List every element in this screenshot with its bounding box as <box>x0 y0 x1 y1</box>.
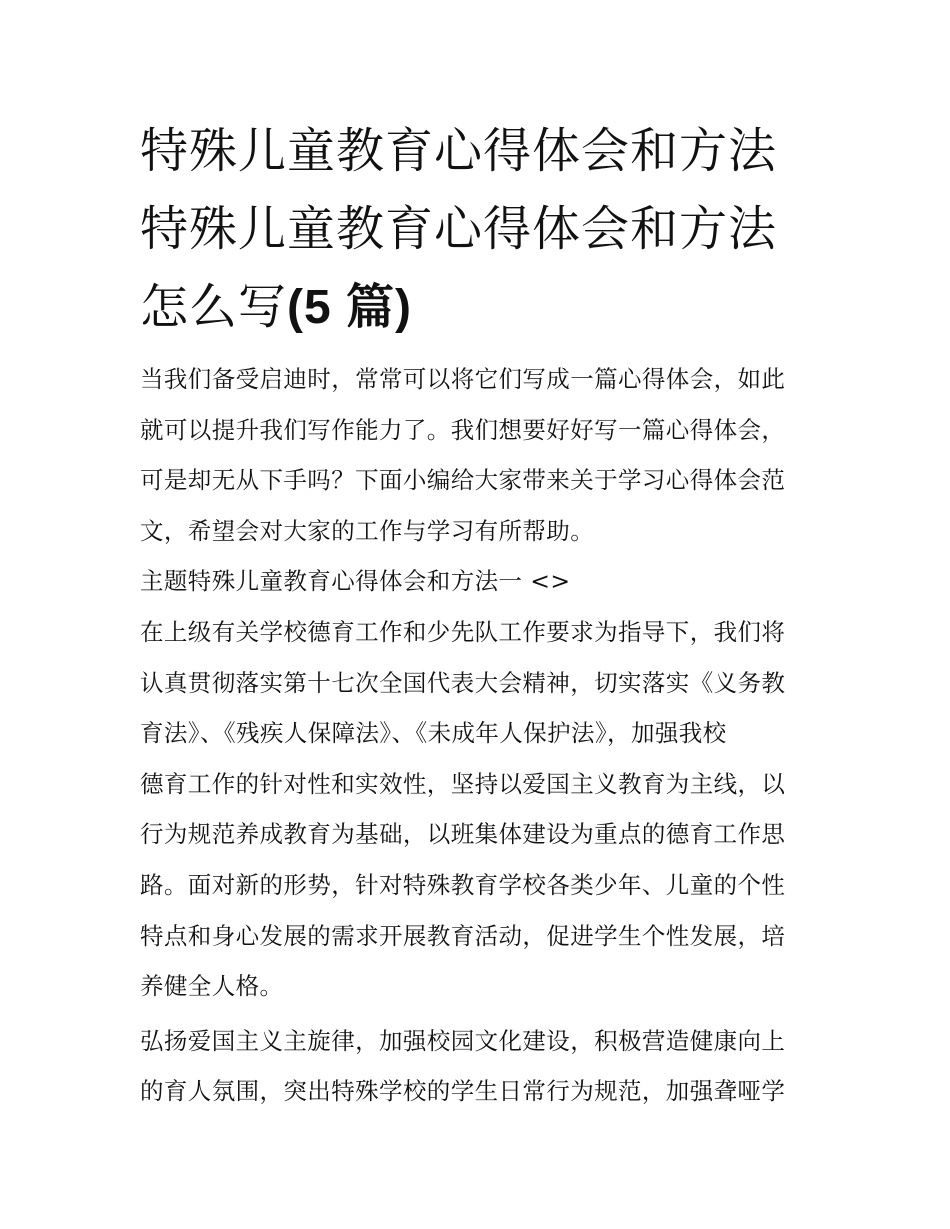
title-line-3-text: 怎么写 <box>140 279 288 335</box>
document-body <box>140 354 814 1117</box>
text-line: 文，希望会对大家的工作与学习有所帮助。 <box>140 516 595 545</box>
paragraph-intro <box>140 354 814 556</box>
text-line: 可是却无从下手吗？下面小编给大家带来关于学习心得体会范 <box>140 466 786 495</box>
text-line: 主题特殊儿童教育心得体会和方法一 <> <box>140 567 571 596</box>
text-line: 特点和身心发展的需求开展教育活动，促进学生个性发展，培 <box>140 921 786 950</box>
text-line: 的育人氛围，突出特殊学校的学生日常行为规范，加强聋哑学 <box>140 1077 786 1106</box>
paragraph-section-2 <box>140 1016 814 1117</box>
text-line: 德育工作的针对性和实效性，坚持以爱国主义教育为主线，以 <box>140 769 786 798</box>
text-line: 在上级有关学校德育工作和少先队工作要求为指导下，我们将 <box>140 617 786 646</box>
paragraph-section-1 <box>140 607 814 1012</box>
section-heading <box>140 556 814 607</box>
text-line: 育法》、《残疾人保障法》、《未成年人保护法》，加强我校 <box>140 719 727 748</box>
title-count: (5 篇) <box>287 281 413 334</box>
text-line: 就可以提升我们写作能力了。我们想要好好写一篇心得体会， <box>140 415 786 444</box>
text-line: 弘扬爱国主义主旋律，加强校园文化建设，积极营造健康向上 <box>140 1026 786 1055</box>
text-line: 行为规范养成教育为基础，以班集体建设为重点的德育工作思 <box>140 820 786 849</box>
text-line: 当我们备受启迪时，常常可以将它们写成一篇心得体会，如此 <box>140 365 786 393</box>
text-line: 路。面对新的形势，针对特殊教育学校各类少年、儿童的个性 <box>140 870 786 899</box>
title-line-1: 特殊儿童教育心得体会和方法 <box>140 123 778 179</box>
text-line: 认真贯彻落实第十七次全国代表大会精神，切实落实《义务教 <box>140 668 786 697</box>
text-line: 养健全人格。 <box>140 972 284 1001</box>
title-line-2: 特殊儿童教育心得体会和方法 <box>140 201 778 257</box>
document-title <box>140 112 820 347</box>
title-line-3 <box>140 268 820 347</box>
